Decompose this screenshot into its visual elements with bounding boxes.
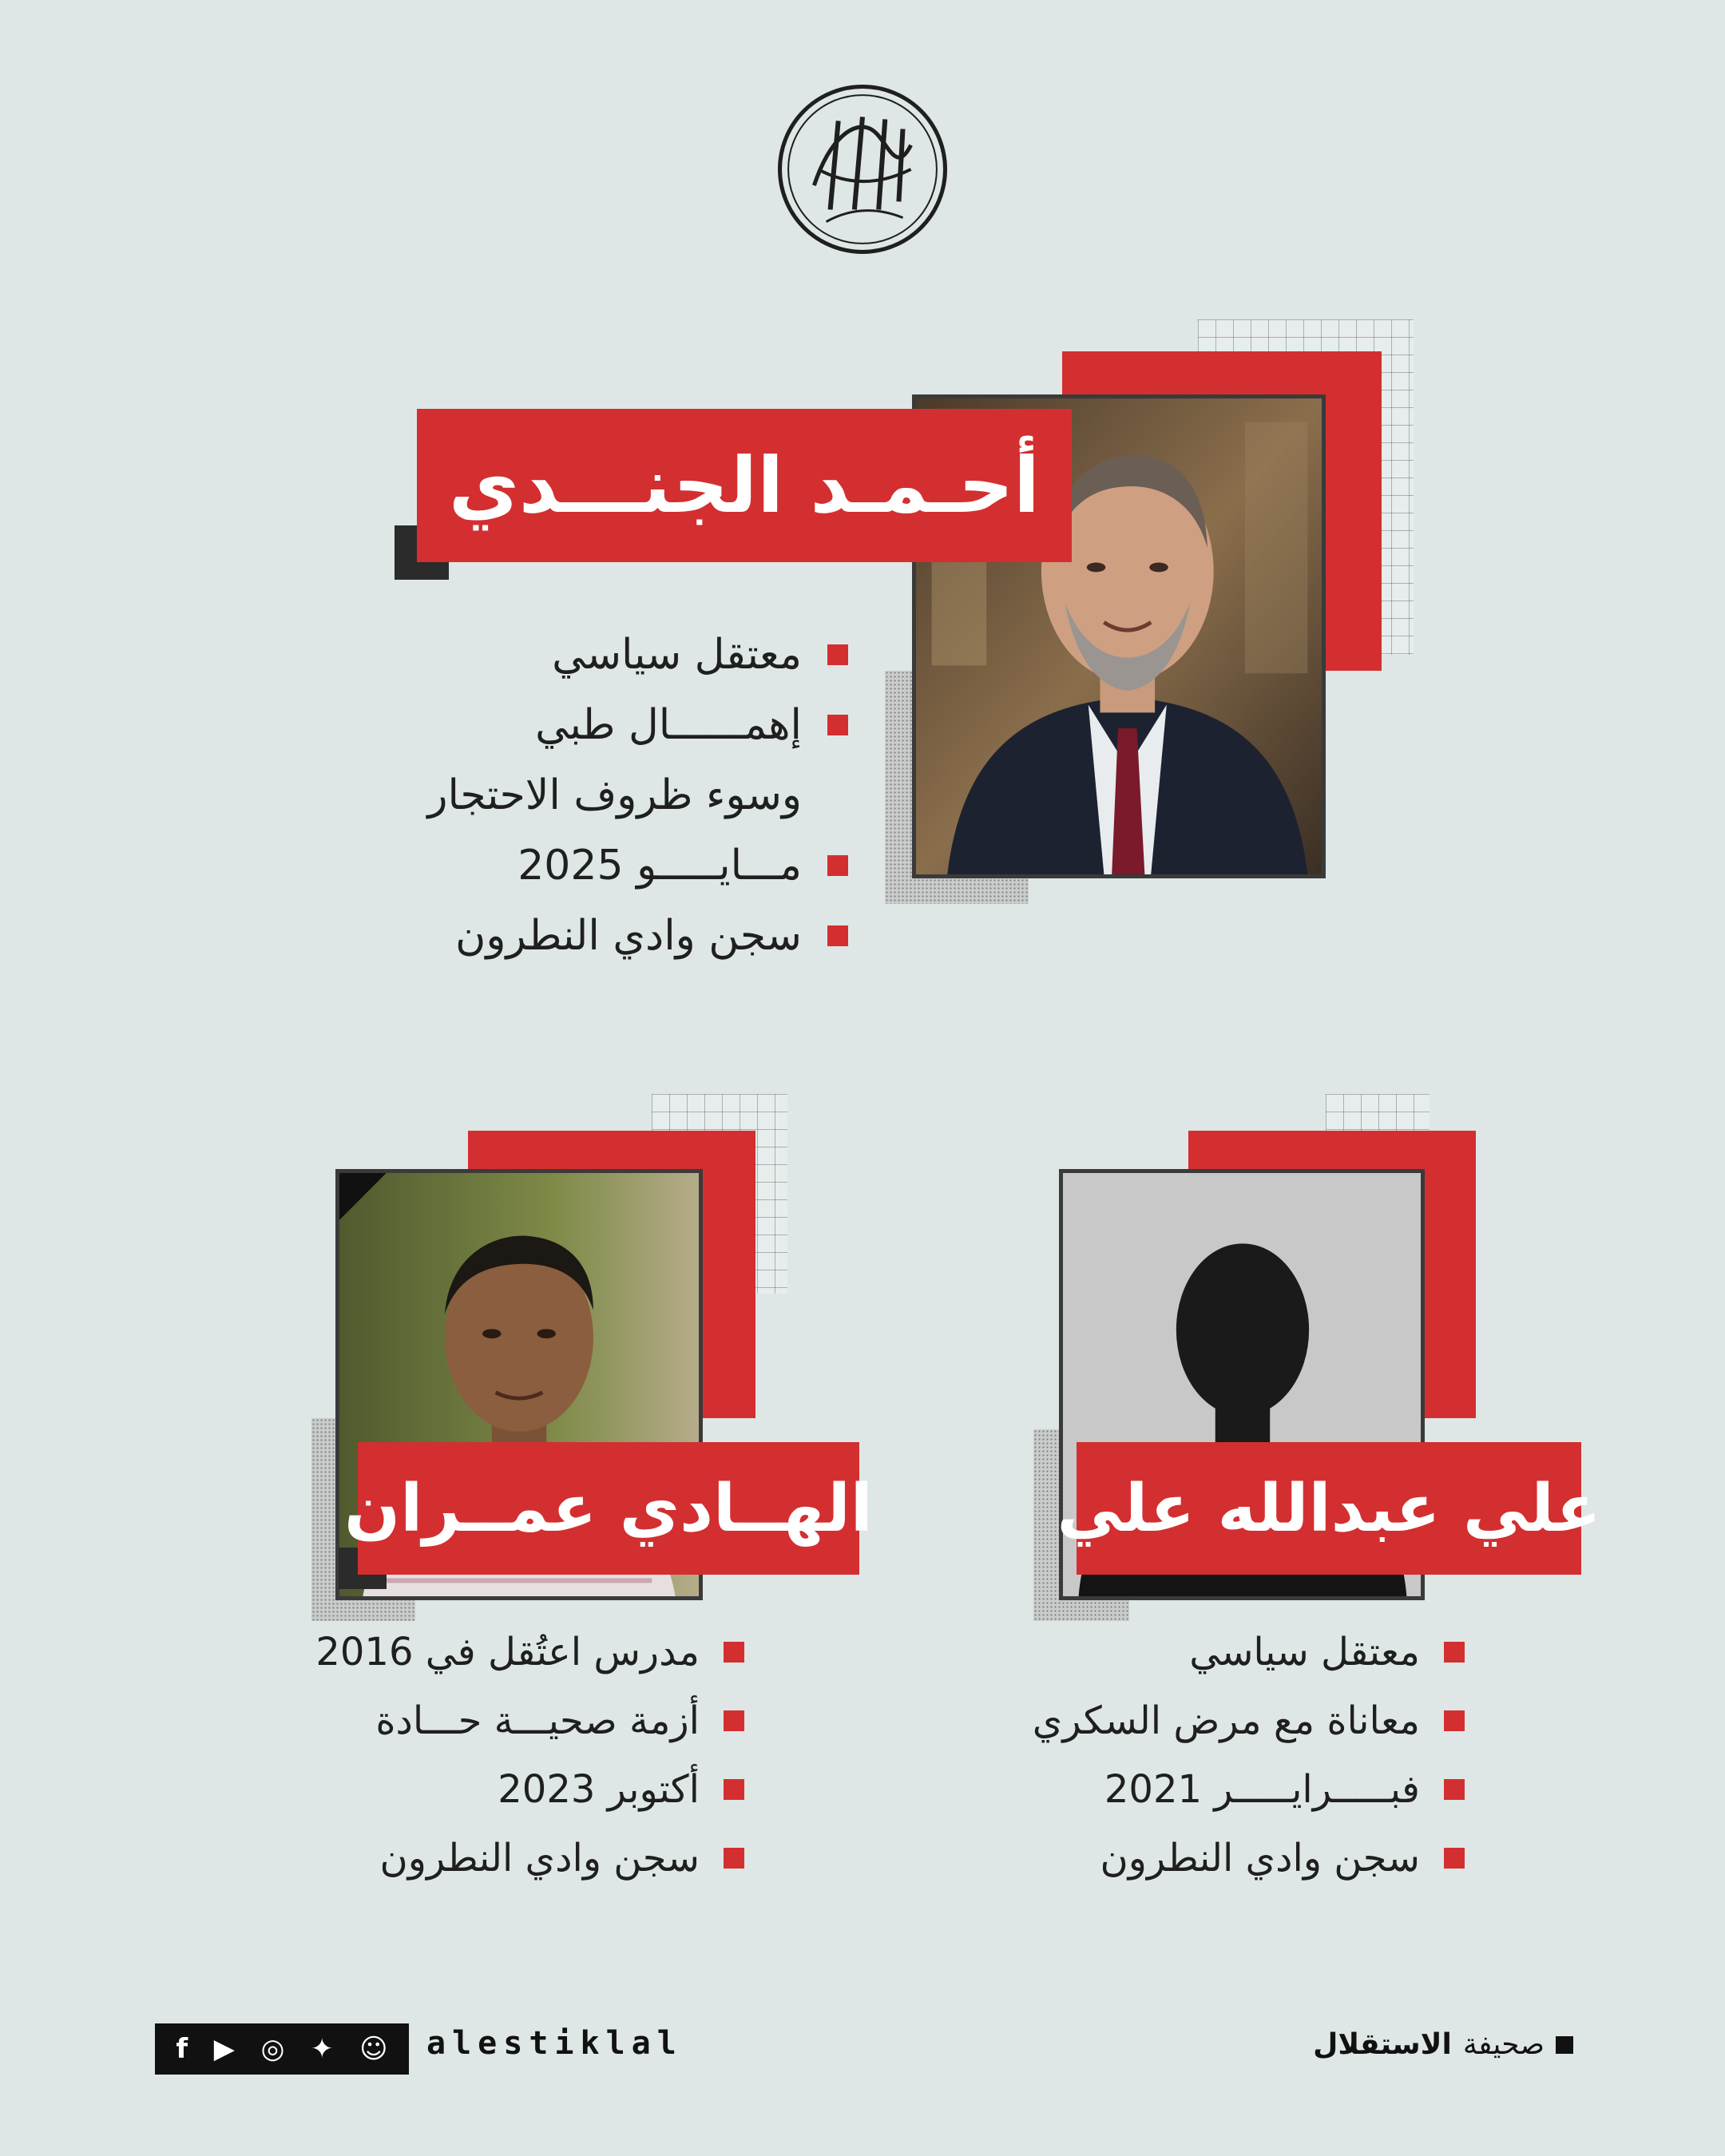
- social-handle: alestiklal: [426, 2025, 683, 2062]
- instagram-icon[interactable]: ◎: [260, 2033, 285, 2065]
- person1-name: أحـمـد الجنـــدي: [448, 441, 1041, 530]
- detail-item: إهمــــــال طبي: [427, 690, 848, 760]
- detail-item: سجن وادي النطرون: [1033, 1824, 1465, 1892]
- bullet-icon: [1444, 1642, 1465, 1663]
- logo-seal: [778, 85, 947, 254]
- twitter-icon[interactable]: ✦: [310, 2033, 334, 2065]
- bullet-icon: [827, 644, 848, 665]
- person2-details: [1033, 1618, 1465, 1892]
- person2-name-banner: [1057, 1442, 1601, 1575]
- detail-item: معتقل سياسي: [427, 620, 848, 690]
- calligraphy-emblem: [782, 89, 943, 250]
- detail-item: سجن وادي النطرون: [315, 1824, 744, 1892]
- detail-item: مـــايـــــو 2025: [427, 830, 848, 901]
- bullet-icon: [1444, 1710, 1465, 1731]
- person1-details: [427, 620, 848, 971]
- person3-name-banner: [344, 1442, 873, 1575]
- person3-details: [315, 1618, 744, 1892]
- social-icons-bar: [155, 2023, 409, 2075]
- bullet-icon: [724, 1779, 744, 1800]
- bullet-icon: [827, 715, 848, 735]
- brand-signature: [1313, 2028, 1573, 2061]
- detail-item: معتقل سياسي: [1033, 1618, 1465, 1686]
- person2-name: علي عبدالله علي: [1057, 1470, 1601, 1547]
- detail-item: سجن وادي النطرون: [427, 901, 848, 971]
- brand-name: الاستقلال: [1313, 2028, 1452, 2061]
- detail-item: معاناة مع مرض السكري: [1033, 1686, 1465, 1755]
- person1-name-banner: [417, 409, 1072, 562]
- youtube-icon[interactable]: ▶: [213, 2033, 235, 2065]
- bullet-icon: [827, 855, 848, 876]
- bullet-icon: [724, 1710, 744, 1731]
- bullet-icon: [1444, 1779, 1465, 1800]
- brand-square-icon: [1556, 2036, 1573, 2054]
- snapchat-icon[interactable]: ☺: [359, 2033, 388, 2065]
- detail-item: أكتوبر 2023: [315, 1755, 744, 1824]
- detail-item: وسوء ظروف الاحتجار: [427, 771, 802, 819]
- bullet-icon: [724, 1848, 744, 1869]
- facebook-icon[interactable]: f: [176, 2033, 188, 2065]
- brand-prefix: صحيفة: [1462, 2028, 1545, 2061]
- detail-item: مدرس اعتُقل في 2016: [315, 1618, 744, 1686]
- bullet-icon: [724, 1642, 744, 1663]
- detail-item: فبـــــرايـــــر 2021: [1033, 1755, 1465, 1824]
- person3-name: الهــادي عمــران: [344, 1470, 873, 1547]
- bullet-icon: [1444, 1848, 1465, 1869]
- bullet-icon: [827, 925, 848, 946]
- detail-item: أزمة صحيـــة حـــادة: [315, 1686, 744, 1755]
